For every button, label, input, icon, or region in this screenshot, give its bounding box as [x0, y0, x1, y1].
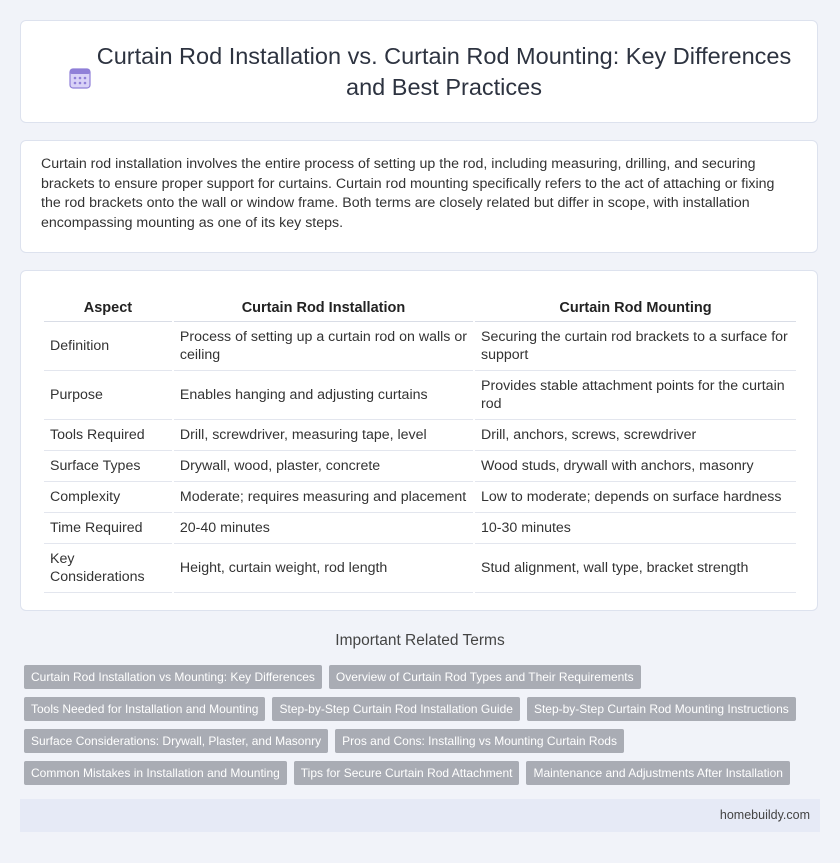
- related-term-tag[interactable]: Step-by-Step Curtain Rod Mounting Instructions: [527, 697, 796, 721]
- intro-card: [20, 140, 818, 253]
- aspect-cell: Definition: [44, 322, 172, 371]
- installation-cell: Drill, screwdriver, measuring tape, level: [174, 420, 473, 451]
- related-terms-row: [24, 697, 814, 721]
- title-card: [20, 20, 818, 123]
- table-row: [44, 420, 796, 451]
- footer: [20, 799, 820, 832]
- related-term-tag[interactable]: Pros and Cons: Installing vs Mounting Curtain Rods: [335, 729, 624, 753]
- related-term-tag[interactable]: Common Mistakes in Installation and Mounting: [24, 761, 287, 785]
- aspect-cell: Key Considerations: [44, 544, 172, 593]
- mounting-cell: Provides stable attachment points for the curtain rod: [475, 371, 796, 420]
- related-term-tag[interactable]: Tools Needed for Installation and Mounting: [24, 697, 265, 721]
- installation-cell: Process of setting up a curtain rod on walls or ceiling: [174, 322, 473, 371]
- mounting-cell: Securing the curtain rod brackets to a surface for support: [475, 322, 796, 371]
- related-terms-row: [24, 761, 814, 785]
- table-row: [44, 544, 796, 593]
- page-title: Curtain Rod Installation vs. Curtain Rod Mounting: Key Differences and Best Practices: [96, 42, 792, 100]
- table-row: [44, 482, 796, 513]
- installation-cell: Moderate; requires measuring and placement: [174, 482, 473, 513]
- mounting-cell: Low to moderate; depends on surface hardness: [475, 482, 796, 513]
- related-term-tag[interactable]: Surface Considerations: Drywall, Plaster, and Masonry: [24, 729, 328, 753]
- mounting-cell: Stud alignment, wall type, bracket strength: [475, 544, 796, 593]
- column-header: Curtain Rod Mounting: [475, 295, 796, 322]
- mounting-cell: Drill, anchors, screws, screwdriver: [475, 420, 796, 451]
- footer-site[interactable]: homebuildy.com: [719, 808, 810, 822]
- installation-cell: Height, curtain weight, rod length: [174, 544, 473, 593]
- related-terms-list: [24, 665, 814, 793]
- related-terms-heading: Important Related Terms: [335, 632, 505, 649]
- aspect-cell: Tools Required: [44, 420, 172, 451]
- installation-cell: Drywall, wood, plaster, concrete: [174, 451, 473, 482]
- installation-cell: 20-40 minutes: [174, 513, 473, 544]
- related-terms-row: [24, 665, 814, 689]
- mounting-cell: Wood studs, drywall with anchors, masonry: [475, 451, 796, 482]
- intro-paragraph: Curtain rod installation involves the entire process of setting up the rod, including measuring, drilling, and securing brackets to ensure proper support for curtains. Curtain rod mounting specifically refers to the act of attaching or fixing the rod brackets onto the wall or window frame. Both terms are closely related but differ in scope, with installation encompassing mounting as one of its key steps.: [41, 156, 775, 231]
- table-row: [44, 513, 796, 544]
- related-term-tag[interactable]: Step-by-Step Curtain Rod Installation Guide: [272, 697, 519, 721]
- comparison-card: [20, 270, 818, 611]
- related-terms-row: [24, 729, 814, 753]
- related-term-tag[interactable]: Maintenance and Adjustments After Installation: [526, 761, 790, 785]
- comparison-table: [42, 295, 798, 593]
- column-header: Curtain Rod Installation: [174, 295, 473, 322]
- related-term-tag[interactable]: Curtain Rod Installation vs Mounting: Key Differences: [24, 665, 322, 689]
- related-term-tag[interactable]: Tips for Secure Curtain Rod Attachment: [294, 761, 520, 785]
- related-term-tag[interactable]: Overview of Curtain Rod Types and Their Requirements: [329, 665, 641, 689]
- column-header: Aspect: [44, 295, 172, 322]
- table-row: [44, 322, 796, 371]
- aspect-cell: Surface Types: [44, 451, 172, 482]
- table-row: [44, 371, 796, 420]
- aspect-cell: Complexity: [44, 482, 172, 513]
- aspect-cell: Purpose: [44, 371, 172, 420]
- mounting-cell: 10-30 minutes: [475, 513, 796, 544]
- table-row: [44, 451, 796, 482]
- installation-cell: Enables hanging and adjusting curtains: [174, 371, 473, 420]
- aspect-cell: Time Required: [44, 513, 172, 544]
